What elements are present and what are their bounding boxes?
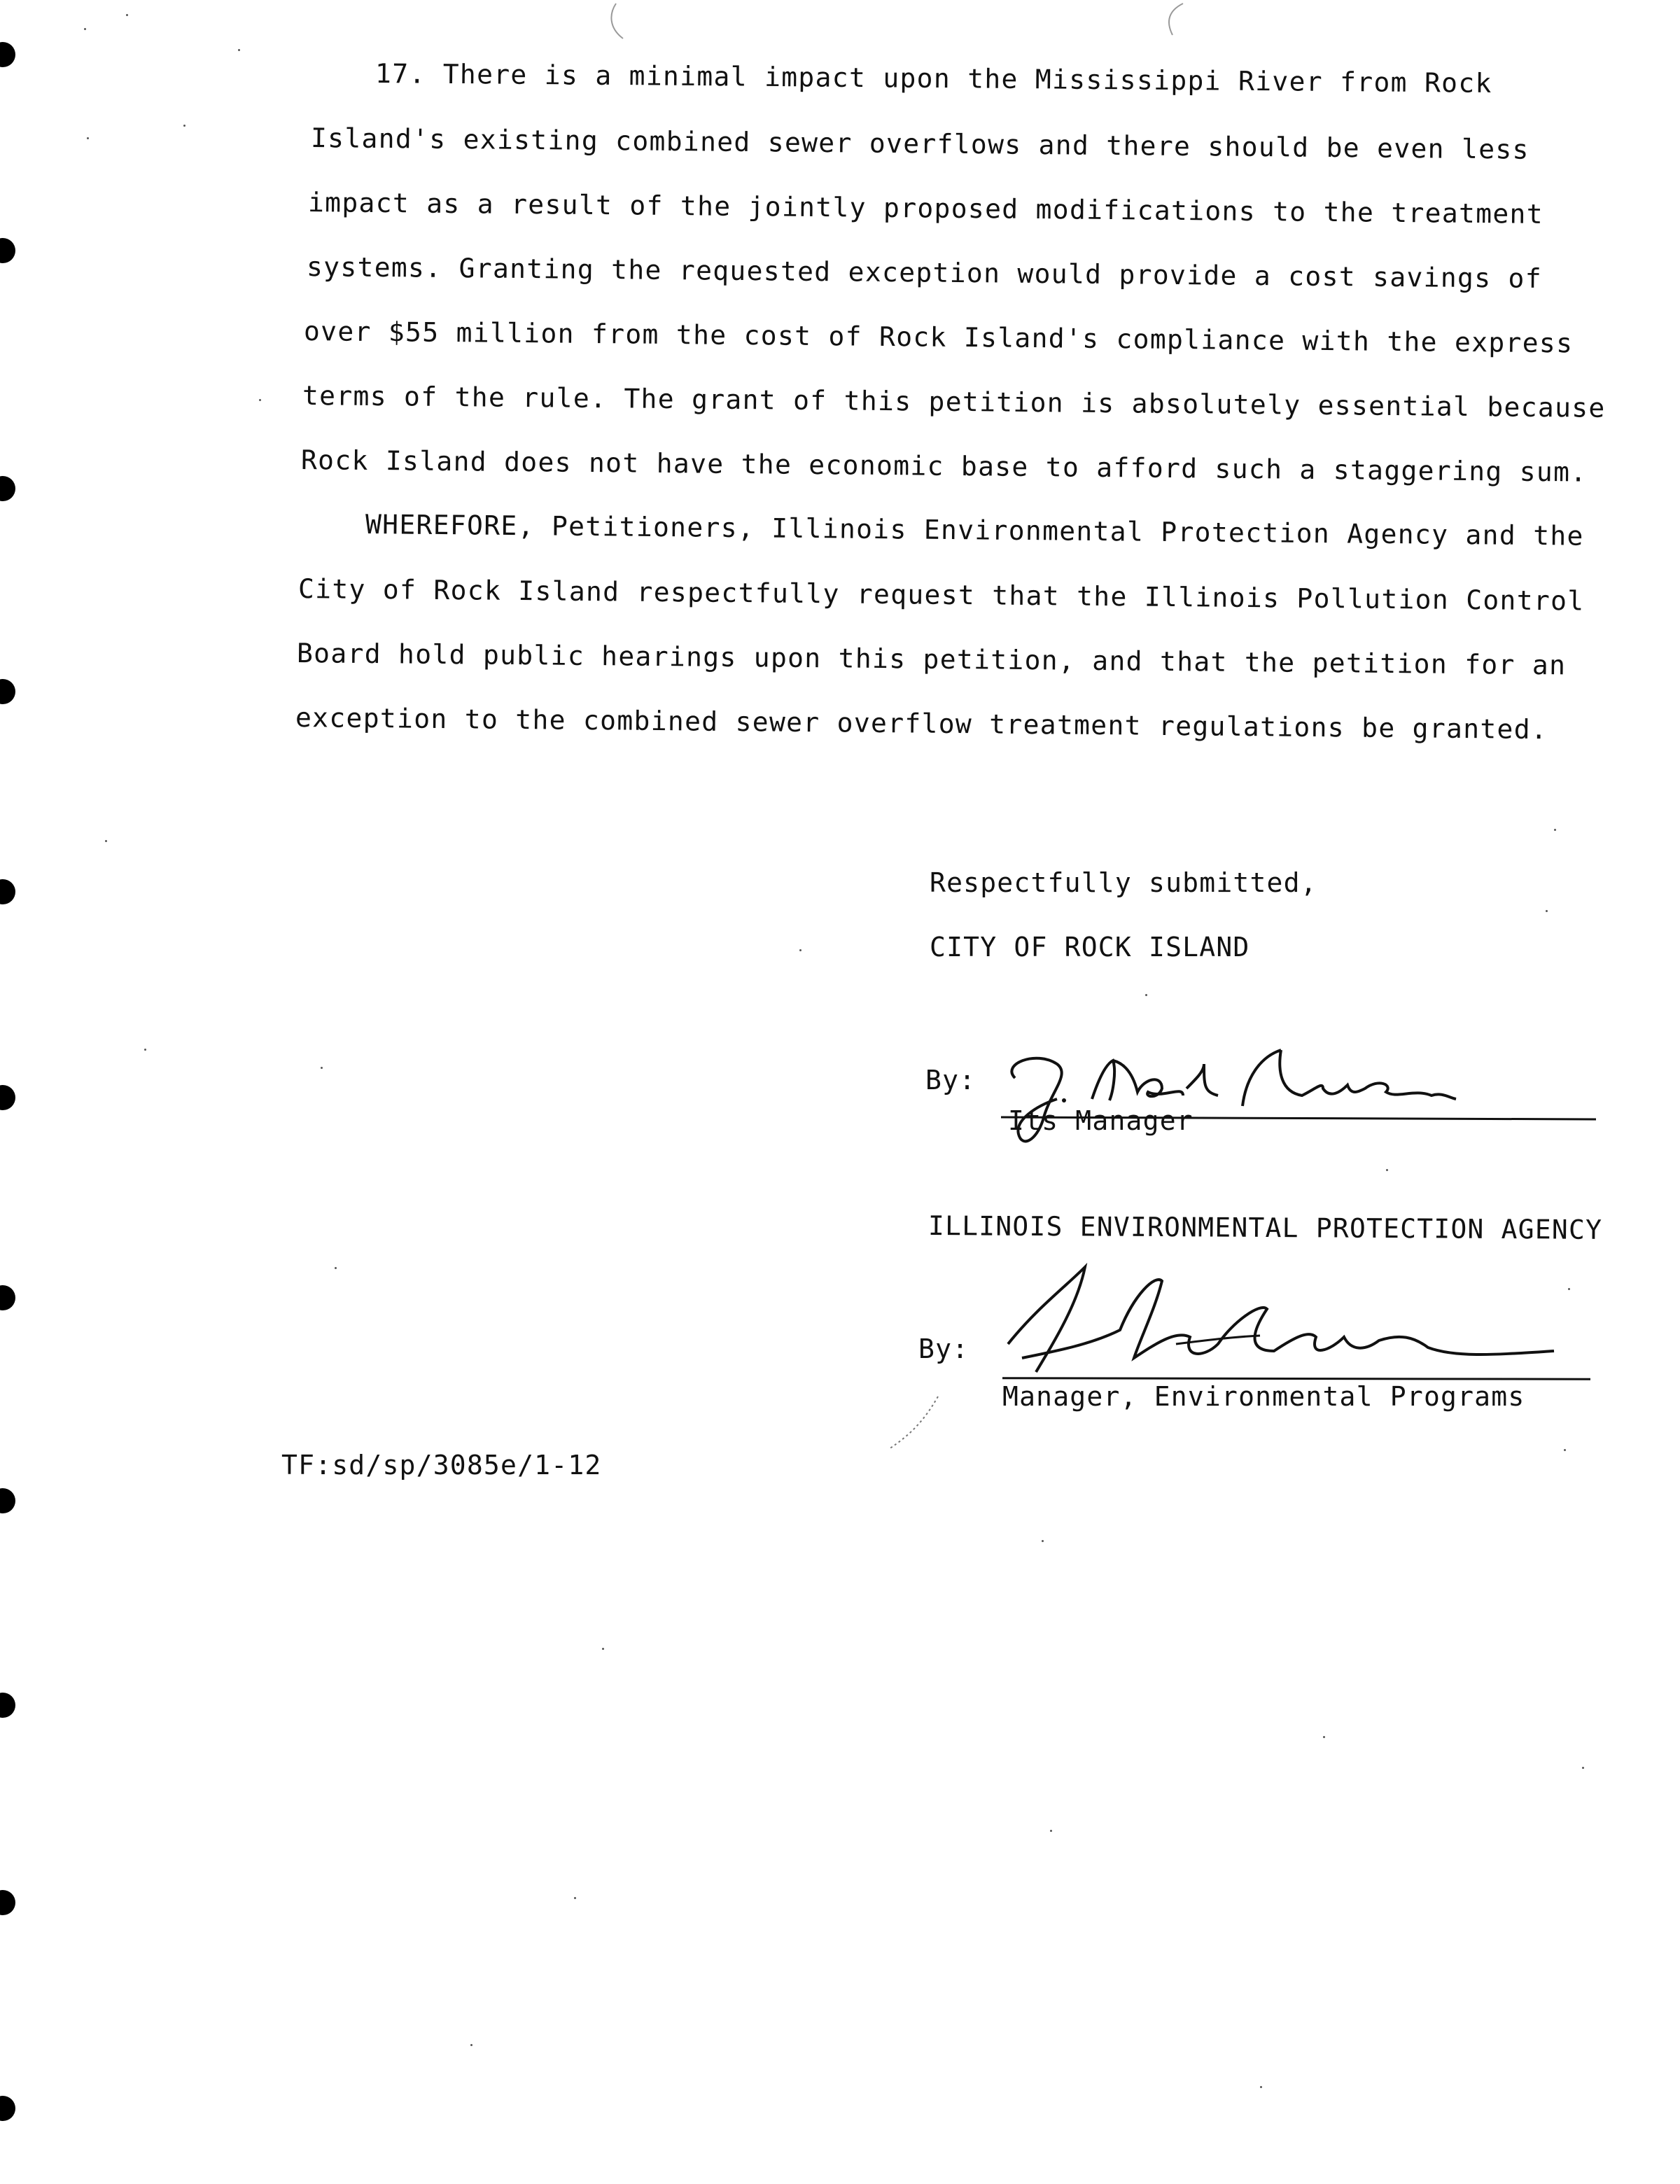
scan-mark: [1155, 0, 1197, 42]
scan-speck: [1042, 1540, 1044, 1542]
scan-mark: [882, 1393, 945, 1456]
scan-speck: [1564, 1449, 1566, 1451]
reference-code: TF:sd/sp/3085e/1-12: [281, 1450, 602, 1480]
scan-speck: [1323, 1736, 1325, 1738]
city-signer-title: Its Manager: [1008, 1105, 1194, 1136]
binder-hole: [0, 476, 15, 501]
scan-speck: [1050, 1830, 1052, 1832]
scan-speck: [470, 2044, 472, 2046]
binder-hole: [0, 1085, 15, 1110]
agency-party-name: ILLINOIS ENVIRONMENTAL PROTECTION AGENCY: [927, 1210, 1603, 1245]
scan-speck: [87, 137, 89, 139]
scan-speck: [602, 1648, 604, 1650]
paragraph-17-line: systems. Granting the requested exception would provide a cost savings of: [306, 251, 1543, 294]
paragraph-17-line: over $55 million from the cost of Rock Island's compliance with the express: [303, 316, 1574, 359]
scan-speck: [144, 1049, 146, 1051]
agency-by-label: By:: [918, 1334, 969, 1364]
closing-phrase: Respectfully submitted,: [930, 867, 1317, 898]
scan-speck: [84, 28, 86, 30]
paragraph-17-line: Rock Island does not have the economic base to afford such a staggering sum.: [300, 444, 1588, 488]
binder-hole: [0, 1890, 15, 1915]
scan-speck: [799, 949, 802, 951]
scan-speck: [238, 49, 240, 51]
binder-hole: [0, 2096, 15, 2121]
paragraph-17-line: Island's existing combined sewer overflows and there should be even less: [310, 122, 1530, 165]
paragraph-17-line: 17. There is a minimal impact upon the Mississippi River from Rock: [374, 58, 1492, 99]
city-signature: [994, 1022, 1484, 1162]
paragraph-17-line: impact as a result of the jointly proposed modifications to the treatment: [307, 187, 1544, 230]
wherefore-line: Board hold public hearings upon this petition, and that the petition for an: [296, 638, 1567, 681]
scan-mark: [602, 0, 637, 42]
agency-signer-title: Manager, Environmental Programs: [1002, 1381, 1525, 1412]
scan-speck: [1568, 1288, 1570, 1290]
scan-speck: [321, 1067, 323, 1069]
scan-speck: [1145, 994, 1147, 996]
scan-speck: [105, 840, 107, 842]
binder-hole: [0, 1285, 15, 1310]
scan-speck: [574, 1897, 576, 1899]
binder-hole: [0, 42, 15, 67]
scan-speck: [1554, 829, 1556, 831]
wherefore-line: City of Rock Island respectfully request that the Illinois Pollution Control: [298, 573, 1585, 617]
city-party-name: CITY OF ROCK ISLAND: [930, 932, 1250, 962]
binder-hole: [0, 1488, 15, 1513]
binder-hole: [0, 679, 15, 704]
scan-speck: [1386, 1169, 1388, 1171]
wherefore-line: WHEREFORE, Petitioners, Illinois Environmental Protection Agency and the: [365, 509, 1584, 552]
scan-speck: [183, 125, 186, 127]
binder-hole: [0, 879, 15, 904]
wherefore-line: exception to the combined sewer overflow treatment regulations be granted.: [295, 702, 1548, 746]
scan-speck: [1582, 1767, 1584, 1769]
scan-speck: [259, 399, 261, 401]
binder-hole: [0, 1693, 15, 1718]
scan-speck: [1260, 2086, 1262, 2088]
paragraph-17-line: terms of the rule. The grant of this petition is absolutely essential because: [302, 380, 1606, 424]
scan-speck: [126, 14, 128, 16]
scan-speck: [335, 1267, 337, 1269]
binder-hole: [0, 238, 15, 263]
scan-speck: [1546, 910, 1548, 912]
city-by-label: By:: [925, 1065, 976, 1096]
